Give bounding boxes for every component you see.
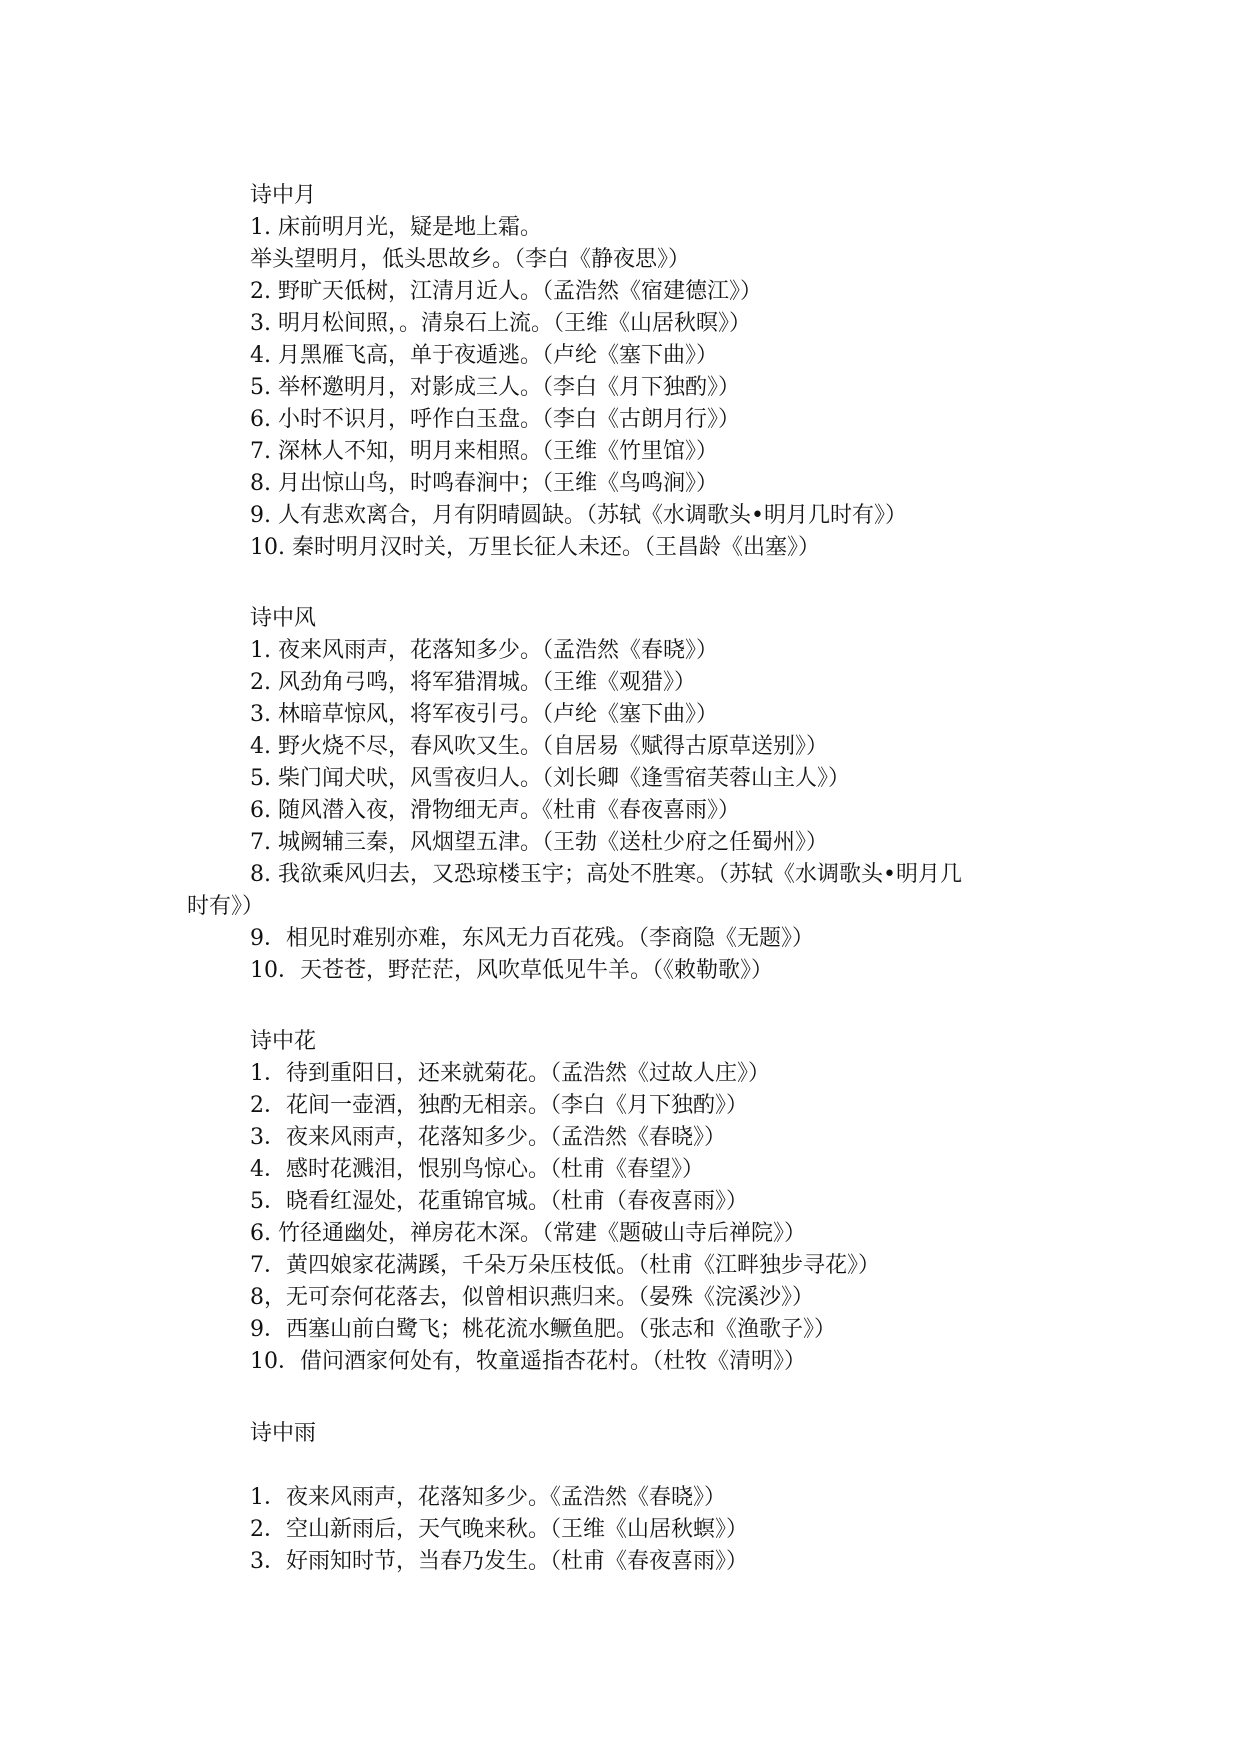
- poem-line: 9．相见时难别亦难，东风无力百花残。（李商隐《无题》）: [250, 926, 814, 951]
- poem-line: 举头望明月，低头思故乡。（李白《静夜思》）: [250, 247, 691, 272]
- poem-line: 6. 竹径通幽处，禅房花木深。（常建《题破山寺后禅院》）: [250, 1221, 806, 1246]
- poem-line: 3．夜来风雨声，花落知多少。（孟浩然《春晓》）: [250, 1125, 726, 1150]
- poem-line: 10．借问酒家何处有，牧童遥指杏花村。（杜牧《清明》）: [250, 1349, 806, 1374]
- poem-line: 8. 月出惊山鸟，时鸣春涧中；（王维《鸟鸣涧》）: [250, 471, 718, 496]
- section-title: 诗中月: [250, 183, 317, 208]
- section-title: 诗中雨: [250, 1421, 317, 1446]
- poem-line: 2. 野旷天低树，江清月近人。（孟浩然《宿建德江》）: [250, 279, 762, 304]
- poem-line: 9. 人有悲欢离合，月有阴晴圆缺。（苏轼《水调歌头•明月几时有》）: [250, 503, 907, 528]
- poem-line: 1．待到重阳日，还来就菊花。（孟浩然《过故人庄》）: [250, 1061, 770, 1086]
- section-title: 诗中风: [250, 606, 317, 631]
- poem-line: 2．空山新雨后，天气晚来秋。（王维《山居秋螟》）: [250, 1517, 748, 1542]
- poem-line: 4. 月黑雁飞高，单于夜遁逃。（卢纶《塞下曲》）: [250, 343, 718, 368]
- poem-line: 5. 举杯邀明月，对影成三人。（李白《月下独酌》）: [250, 375, 740, 400]
- poem-line: 4. 野火烧不尽，春风吹又生。（自居易《赋得古原草送别》）: [250, 734, 828, 759]
- poem-line: 8，无可奈何花落去，似曾相识燕归来。（晏殊《浣溪沙》）: [250, 1285, 814, 1310]
- poem-line: 7．黄四娘家花满蹊，千朵万朵压枝低。（杜甫《江畔独步寻花》）: [250, 1253, 880, 1278]
- poem-line: 2．花间一壶酒，独酌无相亲。（李白《月下独酌》）: [250, 1093, 748, 1118]
- poem-line: 10. 秦时明月汉时关，万里长征人未还。（王昌龄《出塞》）: [250, 535, 820, 560]
- poem-line: 4．感时花溅泪，恨别鸟惊心。（杜甫《春望》）: [250, 1157, 704, 1182]
- poem-line: 8. 我欲乘风归去，又恐琼楼玉宇；高处不胜寒。（苏轼《水调歌头•明月几: [250, 862, 962, 887]
- poem-line: 7. 深林人不知，明月来相照。（王维《竹里馆》）: [250, 439, 718, 464]
- poem-line: 6. 小时不识月，呼作白玉盘。（李白《古朗月行》）: [250, 407, 740, 432]
- poem-line: 7. 城阙辅三秦，风烟望五津。（王勃《送杜少府之任蜀州》）: [250, 830, 828, 855]
- poem-line: 9．西塞山前白鹭飞；桃花流水鳜鱼肥。（张志和《渔歌子》）: [250, 1317, 836, 1342]
- poem-line: 5. 柴门闻犬吠，风雪夜归人。（刘长卿《逢雪宿芙蓉山主人》）: [250, 766, 850, 791]
- poem-line: 3. 明月松间照，。清泉石上流。（王维《山居秋暝》）: [250, 311, 751, 336]
- poem-line: 3．好雨知时节，当春乃发生。（杜甫《春夜喜雨》）: [250, 1549, 748, 1574]
- poem-line: 3. 林暗草惊风，将军夜引弓。（卢纶《塞下曲》）: [250, 702, 718, 727]
- poem-line-continuation: 时有》）: [187, 894, 265, 919]
- poem-line: 2. 风劲角弓鸣，将军猎渭城。（王维《观猎》）: [250, 670, 696, 695]
- poem-line: 10．天苍苍，野茫茫，风吹草低见牛羊。（《敕勒歌》）: [250, 958, 773, 983]
- section-title: 诗中花: [250, 1029, 317, 1054]
- poem-line: 6. 随风潜入夜，滑物细无声。《杜甫《春夜喜雨》）: [250, 798, 740, 823]
- poem-line: 1. 床前明月光，疑是地上霜。: [250, 215, 542, 240]
- poem-line: 1．夜来风雨声，花落知多少。《孟浩然《春晓》）: [250, 1485, 726, 1510]
- poem-line: 5．晓看红湿处，花重锦官城。（杜甫（春夜喜雨》）: [250, 1189, 748, 1214]
- poem-line: 1. 夜来风雨声，花落知多少。（孟浩然《春晓》）: [250, 638, 718, 663]
